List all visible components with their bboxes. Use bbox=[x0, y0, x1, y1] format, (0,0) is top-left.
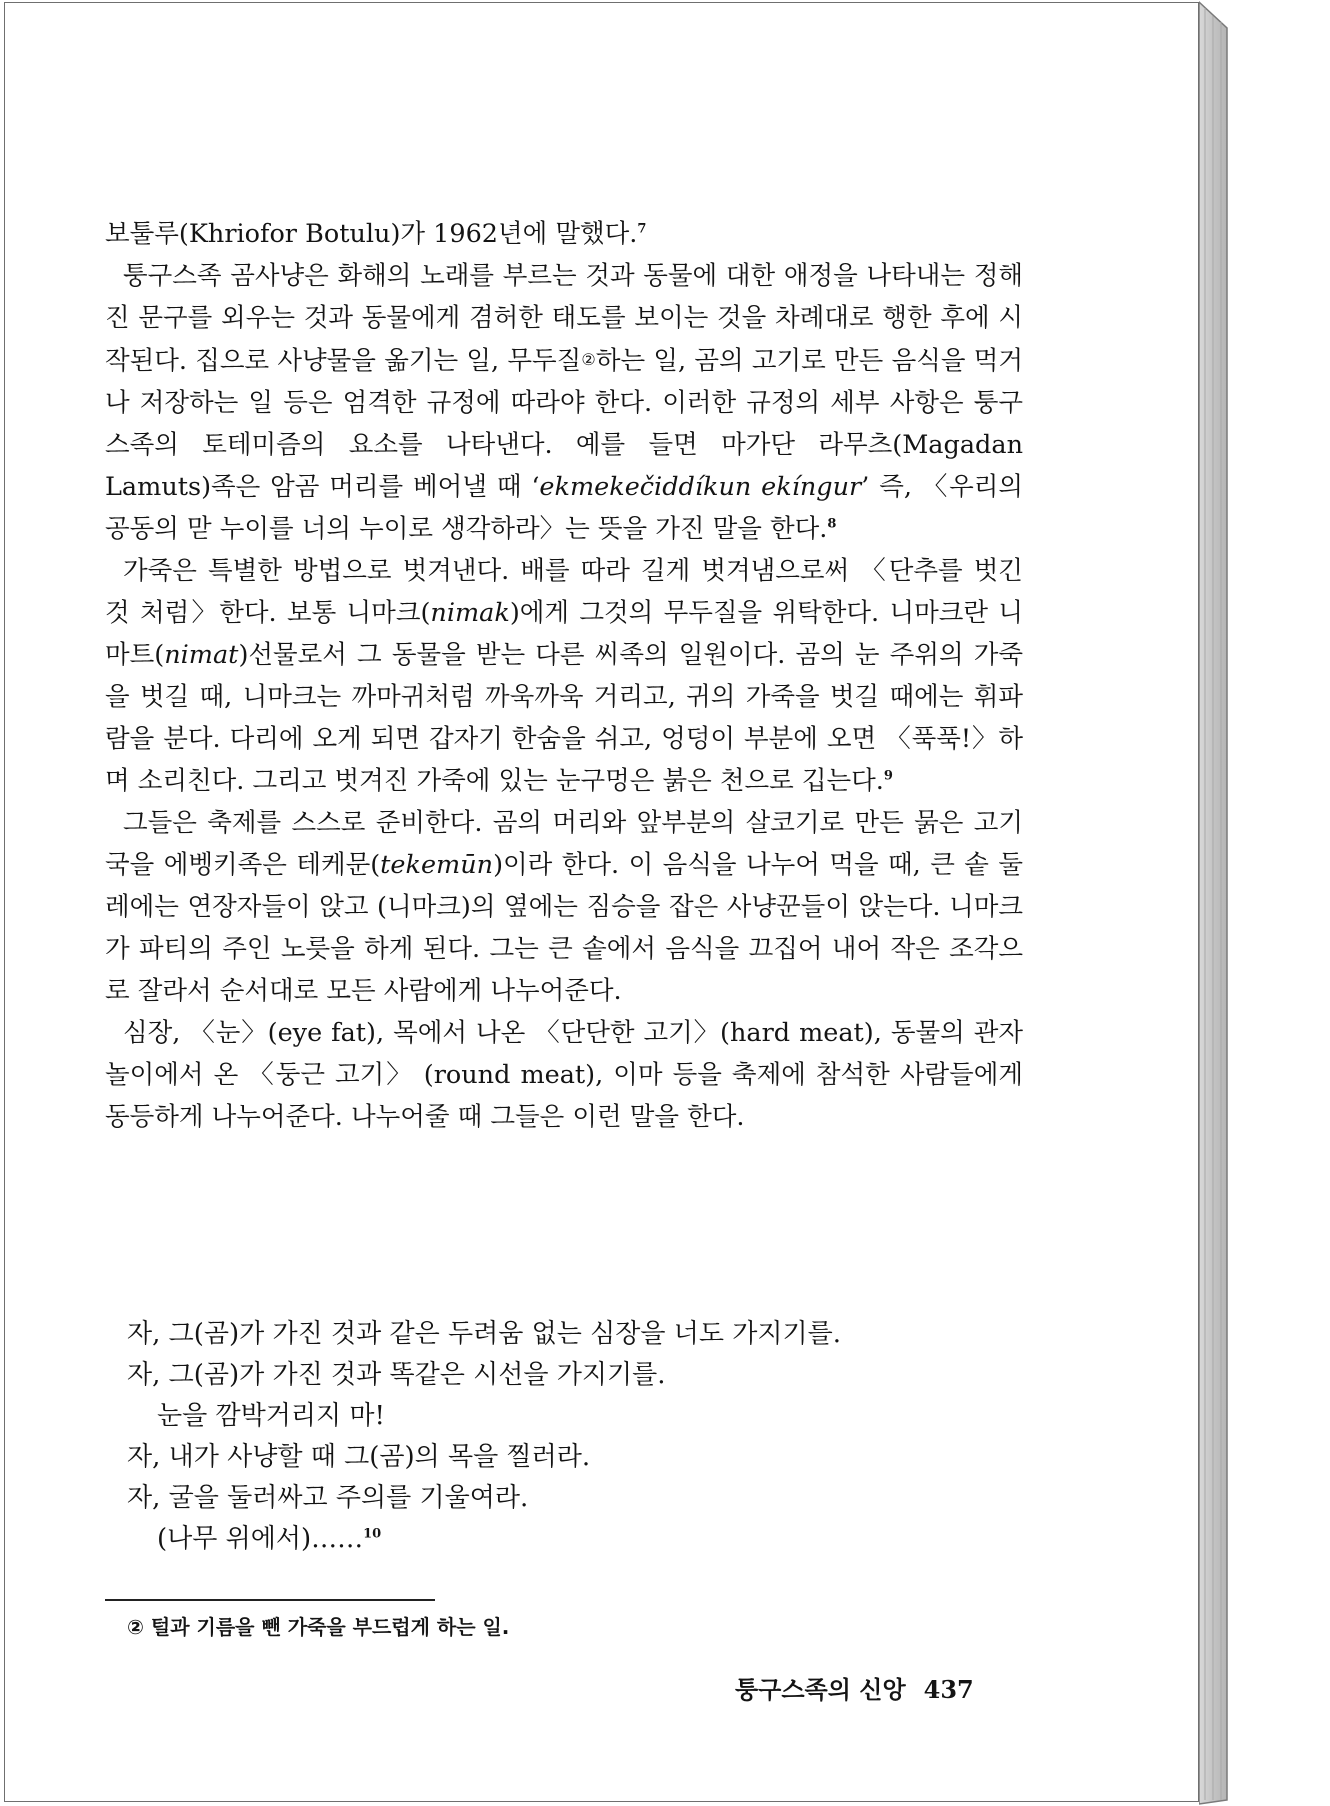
verse-line: 자, 굴을 둘러싸고 주의를 기울여라. bbox=[127, 1483, 529, 1513]
line-text: 보툴루(Khriofor Botulu)가 1962년에 말했다. bbox=[105, 219, 638, 249]
footnote-divider bbox=[105, 1599, 435, 1601]
verse-line bbox=[127, 1519, 1027, 1560]
footnote bbox=[127, 1611, 509, 1640]
paragraph-text: 그들은 축제를 스스로 준비한다. 곰의 머리와 앞부분의 살코기로 만든 묽은 고기국을 에벵키족은 테케문( bbox=[105, 808, 1023, 880]
footnote-mark: ② bbox=[127, 1615, 144, 1639]
verse-line: 자, 내가 사냥할 때 그(곰)의 목을 찔러라. bbox=[127, 1442, 591, 1472]
endnote-ref: 10 bbox=[363, 1526, 382, 1542]
paragraph-1 bbox=[105, 213, 1023, 255]
paragraph-text: 하는 일, 곰의 고기로 만든 음식을 먹거나 저장하는 일 등은 엄격한 규정에 따라야 한다. 이러한 규정의 세부 사항은 퉁구스족의 토테미즘의 요소를 나타낸다. 예를 들면 마가단 라무츠(Magadan Lamuts)족은 암곰 머리를 베어낼 때 ‘ bbox=[105, 346, 1023, 502]
verse-line: 자, 그(곰)가 가진 것과 똑같은 시선을 가지기를. bbox=[127, 1360, 666, 1390]
footnote-marker: ② bbox=[581, 350, 596, 369]
footnote-text: 털과 기름을 뺀 가죽을 부드럽게 하는 일. bbox=[150, 1615, 510, 1639]
endnote-ref: 7 bbox=[637, 221, 647, 237]
paragraph-text: )이라 한다. 이 음식을 나누어 먹을 때, 큰 솥 둘레에는 연장자들이 앉고 (니마크)의 옆에는 짐승을 잡은 사냥꾼들이 앉는다. 니마크가 파티의 주인 노릇을 하게 된다. 그는 큰 솥에서 음식을 끄집어 내어 작은 조각으로 잘라서 순서대로 모든 사람에게 나누어준다. bbox=[105, 850, 1023, 1006]
italic-term: tekemūn bbox=[380, 850, 494, 880]
paragraph-text: )에게 그것의 무두질을 위탁한다. 니마크란 니마트( bbox=[105, 598, 1024, 670]
paragraph-2 bbox=[105, 255, 1023, 550]
italic-term: ekmekečiddíkun ekíngur bbox=[539, 472, 862, 502]
body-text bbox=[105, 213, 1023, 1138]
paragraph-text: 가죽은 특별한 방법으로 벗겨낸다. 배를 따라 길게 벗겨냄으로써 〈단추를 벗긴 것 처럼〉한다. 보통 니마크( bbox=[105, 556, 1023, 628]
endnote-ref: 8 bbox=[827, 516, 837, 532]
italic-term: nimat bbox=[164, 640, 239, 670]
paragraph-text: ’ 즉, 〈우리의 공동의 맏 누이를 너의 누이로 생각하라〉는 뜻을 가진 말을 한다. bbox=[105, 472, 1023, 544]
chant-verse bbox=[127, 1314, 1027, 1560]
endnote-ref: 9 bbox=[883, 768, 893, 784]
verse-line: 자, 그(곰)가 가진 것과 같은 두려움 없는 심장을 너도 가지기를. bbox=[127, 1319, 841, 1349]
verse-text: (나무 위에서)…… bbox=[157, 1524, 364, 1554]
paragraph-5 bbox=[105, 1012, 1023, 1138]
chapter-title: 퉁구스족의 신앙 bbox=[735, 1676, 906, 1704]
book-page bbox=[4, 2, 1199, 1802]
paragraph-text: 퉁구스족 곰사냥은 화해의 노래를 부르는 것과 동물에 대한 애정을 나타내는 정해진 문구를 외우는 것과 동물에게 겸허한 태도를 보이는 것을 차례대로 행한 후에 시작된다. 집으로 사냥물을 옮기는 일, 무두질 bbox=[105, 261, 1023, 376]
italic-term: nimak bbox=[430, 598, 510, 628]
paragraph-text: 심장, 〈눈〉(eye fat), 목에서 나온 〈단단한 고기〉(hard meat), 동물의 관자놀이에서 온 〈둥근 고기〉 (round meat), 이마 등을 축제에 참석한 사람들에게 동등하게 나누어준다. 나누어줄 때 그들은 이런 말을 한다. bbox=[105, 1018, 1023, 1132]
running-footer bbox=[735, 1670, 974, 1705]
paragraph-text: )선물로서 그 동물을 받는 다른 씨족의 일원이다. 곰의 눈 주위의 가죽을 벗길 때, 니마크는 까마귀처럼 까욱까욱 거리고, 귀의 가죽을 벗길 때에는 휘파람을 분다. 다리에 오게 되면 갑자기 한숨을 쉬고, 엉덩이 부분에 오면 〈푹푹!〉하며 소리친다. 그리고 벗겨진 가죽에 있는 눈구멍은 붉은 천으로 깁는다. bbox=[105, 640, 1023, 796]
paragraph-4 bbox=[105, 802, 1023, 1012]
verse-line: 눈을 깜박거리지 마! bbox=[157, 1401, 385, 1431]
page-number: 437 bbox=[923, 1675, 974, 1704]
book-page-edge bbox=[1199, 0, 1329, 1806]
paragraph-3 bbox=[105, 550, 1023, 802]
